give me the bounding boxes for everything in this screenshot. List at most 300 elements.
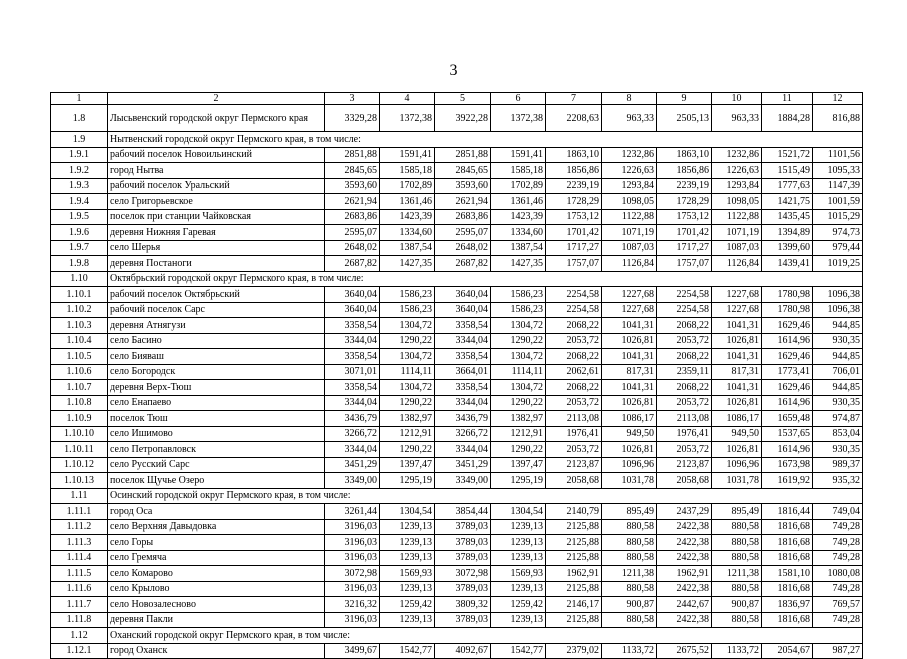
settlement-name: село Ишимово xyxy=(108,426,325,442)
table-cell-value: 1728,29 xyxy=(546,194,602,210)
table-cell-value: 2422,38 xyxy=(657,612,712,628)
settlement-name: село Петропавловск xyxy=(108,442,325,458)
table-cell-value: 1816,68 xyxy=(762,581,813,597)
table-cell-value: 1515,49 xyxy=(762,163,813,179)
table-cell-value: 1101,56 xyxy=(813,147,863,163)
row-number: 1.10.11 xyxy=(51,442,108,458)
table-cell-value: 749,28 xyxy=(813,581,863,597)
table-cell-value: 1673,98 xyxy=(762,457,813,473)
settlement-name: село Новозалесново xyxy=(108,597,325,613)
table-cell-value: 1702,89 xyxy=(491,178,546,194)
table-cell-value: 1295,19 xyxy=(380,473,435,489)
table-cell-value: 895,49 xyxy=(712,504,762,520)
table-cell-value: 935,32 xyxy=(813,473,863,489)
settlement-name: рабочий поселок Октябрьский xyxy=(108,287,325,303)
table-cell-value: 3344,04 xyxy=(435,333,491,349)
table-cell-value: 3789,03 xyxy=(435,550,491,566)
column-header: 3 xyxy=(325,93,380,105)
table-cell-value: 1239,13 xyxy=(380,581,435,597)
table-row xyxy=(51,535,863,551)
table-cell-value: 3854,44 xyxy=(435,504,491,520)
table-cell-value: 3789,03 xyxy=(435,519,491,535)
table-cell-value: 1239,13 xyxy=(491,519,546,535)
table-cell-value: 949,50 xyxy=(602,426,657,442)
table-cell-value: 2648,02 xyxy=(325,240,380,256)
settlement-name: село Гремяча xyxy=(108,550,325,566)
table-cell-value: 706,01 xyxy=(813,364,863,380)
table-cell-value: 3640,04 xyxy=(325,287,380,303)
table-cell-value: 1304,72 xyxy=(380,380,435,396)
table-cell-value: 2254,58 xyxy=(657,287,712,303)
section-title: Оханский городской округ Пермского края, в том числе: xyxy=(108,628,863,644)
column-header: 2 xyxy=(108,93,325,105)
table-cell-value: 1757,07 xyxy=(546,256,602,272)
table-row xyxy=(51,178,863,194)
table-cell-value: 2422,38 xyxy=(657,519,712,535)
row-number: 1.9.1 xyxy=(51,147,108,163)
table-cell-value: 1591,41 xyxy=(491,147,546,163)
row-number: 1.9.3 xyxy=(51,178,108,194)
table-cell-value: 1239,13 xyxy=(491,550,546,566)
table-cell-value: 1372,38 xyxy=(380,105,435,132)
table-cell-value: 2140,79 xyxy=(546,504,602,520)
row-number: 1.11 xyxy=(51,488,108,504)
table-cell-value: 1041,31 xyxy=(712,380,762,396)
table-row xyxy=(51,612,863,628)
table-cell-value: 1095,33 xyxy=(813,163,863,179)
table-row xyxy=(51,225,863,241)
table-cell-value: 1836,97 xyxy=(762,597,813,613)
table-section-row xyxy=(51,132,863,148)
table-cell-value: 1542,77 xyxy=(380,643,435,659)
row-number: 1.9.2 xyxy=(51,163,108,179)
table-cell-value: 1629,46 xyxy=(762,349,813,365)
table-cell-value: 3640,04 xyxy=(325,302,380,318)
table-cell-value: 3593,60 xyxy=(435,178,491,194)
table-cell-value: 3261,44 xyxy=(325,504,380,520)
table-cell-value: 1976,41 xyxy=(657,426,712,442)
table-cell-value: 1114,11 xyxy=(491,364,546,380)
table-cell-value: 2068,22 xyxy=(657,380,712,396)
table-cell-value: 1226,63 xyxy=(602,163,657,179)
table-cell-value: 3358,54 xyxy=(435,380,491,396)
table-cell-value: 2442,67 xyxy=(657,597,712,613)
table-cell-value: 2621,94 xyxy=(325,194,380,210)
table-cell-value: 930,35 xyxy=(813,333,863,349)
table-cell-value: 1226,63 xyxy=(712,163,762,179)
table-cell-value: 3664,01 xyxy=(435,364,491,380)
row-number: 1.9.8 xyxy=(51,256,108,272)
table-cell-value: 1239,13 xyxy=(491,581,546,597)
table-cell-value: 1041,31 xyxy=(602,380,657,396)
table-cell-value: 3196,03 xyxy=(325,550,380,566)
table-cell-value: 2125,88 xyxy=(546,550,602,566)
table-cell-value: 2053,72 xyxy=(546,395,602,411)
table-cell-value: 1001,59 xyxy=(813,194,863,210)
table-cell-value: 3789,03 xyxy=(435,535,491,551)
table-cell-value: 1542,77 xyxy=(491,643,546,659)
table-cell-value: 1701,42 xyxy=(657,225,712,241)
row-number: 1.10.1 xyxy=(51,287,108,303)
row-number: 1.10.4 xyxy=(51,333,108,349)
table-cell-value: 1728,29 xyxy=(657,194,712,210)
table-cell-value: 1399,60 xyxy=(762,240,813,256)
table-row xyxy=(51,426,863,442)
table-cell-value: 1295,19 xyxy=(491,473,546,489)
table-cell-value: 2422,38 xyxy=(657,550,712,566)
table-cell-value: 3344,04 xyxy=(325,333,380,349)
table-row xyxy=(51,457,863,473)
settlement-name: Лысьвенский городской округ Пермского края xyxy=(108,105,325,132)
table-cell-value: 1041,31 xyxy=(712,318,762,334)
table-cell-value: 1591,41 xyxy=(380,147,435,163)
table-cell-value: 1227,68 xyxy=(712,287,762,303)
table-cell-value: 1421,75 xyxy=(762,194,813,210)
table-cell-value: 2058,68 xyxy=(657,473,712,489)
table-cell-value: 1126,84 xyxy=(602,256,657,272)
table-cell-value: 749,28 xyxy=(813,612,863,628)
table-cell-value: 1122,88 xyxy=(602,209,657,225)
table-row xyxy=(51,209,863,225)
table-cell-value: 1753,12 xyxy=(546,209,602,225)
table-cell-value: 749,28 xyxy=(813,519,863,535)
table-cell-value: 944,85 xyxy=(813,318,863,334)
table-cell-value: 1586,23 xyxy=(380,287,435,303)
table-row xyxy=(51,318,863,334)
table-cell-value: 2595,07 xyxy=(435,225,491,241)
table-cell-value: 3344,04 xyxy=(325,395,380,411)
tariff-table xyxy=(50,92,863,659)
table-cell-value: 1293,84 xyxy=(602,178,657,194)
table-cell-value: 2053,72 xyxy=(657,442,712,458)
table-cell-value: 1863,10 xyxy=(657,147,712,163)
settlement-name: село Шерья xyxy=(108,240,325,256)
table-cell-value: 1427,35 xyxy=(380,256,435,272)
table-cell-value: 1041,31 xyxy=(712,349,762,365)
table-cell-value: 2068,22 xyxy=(546,318,602,334)
table-cell-value: 3196,03 xyxy=(325,612,380,628)
table-cell-value: 1259,42 xyxy=(380,597,435,613)
table-row xyxy=(51,194,863,210)
table-cell-value: 1031,78 xyxy=(602,473,657,489)
table-cell-value: 1614,96 xyxy=(762,442,813,458)
table-cell-value: 3266,72 xyxy=(325,426,380,442)
table-cell-value: 1232,86 xyxy=(712,147,762,163)
table-cell-value: 880,58 xyxy=(712,581,762,597)
row-number: 1.11.3 xyxy=(51,535,108,551)
row-number: 1.10 xyxy=(51,271,108,287)
table-cell-value: 1773,41 xyxy=(762,364,813,380)
settlement-name: деревня Нижняя Гаревая xyxy=(108,225,325,241)
table-cell-value: 2683,86 xyxy=(325,209,380,225)
table-cell-value: 1290,22 xyxy=(380,442,435,458)
table-row xyxy=(51,240,863,256)
page-number: 3 xyxy=(449,62,458,79)
table-cell-value: 3451,29 xyxy=(435,457,491,473)
table-cell-value: 2125,88 xyxy=(546,612,602,628)
table-cell-value: 1439,41 xyxy=(762,256,813,272)
table-row xyxy=(51,302,863,318)
table-cell-value: 1026,81 xyxy=(602,333,657,349)
row-number: 1.11.6 xyxy=(51,581,108,597)
table-cell-value: 2379,02 xyxy=(546,643,602,659)
table-cell-value: 1780,98 xyxy=(762,302,813,318)
table-section-row xyxy=(51,628,863,644)
table-cell-value: 2123,87 xyxy=(546,457,602,473)
settlement-name: деревня Атнягузи xyxy=(108,318,325,334)
table-cell-value: 2113,08 xyxy=(657,411,712,427)
table-cell-value: 3358,54 xyxy=(325,349,380,365)
column-header: 5 xyxy=(435,93,491,105)
table-cell-value: 1232,86 xyxy=(602,147,657,163)
table-cell-value: 1019,25 xyxy=(813,256,863,272)
table-cell-value: 1087,03 xyxy=(712,240,762,256)
table-cell-value: 853,04 xyxy=(813,426,863,442)
table-cell-value: 2146,17 xyxy=(546,597,602,613)
table-cell-value: 987,27 xyxy=(813,643,863,659)
table-row xyxy=(51,163,863,179)
table-cell-value: 1717,27 xyxy=(657,240,712,256)
table-cell-value: 2595,07 xyxy=(325,225,380,241)
table-cell-value: 3216,32 xyxy=(325,597,380,613)
table-cell-value: 749,28 xyxy=(813,535,863,551)
table-cell-value: 3266,72 xyxy=(435,426,491,442)
table-cell-value: 1569,93 xyxy=(380,566,435,582)
row-number: 1.10.5 xyxy=(51,349,108,365)
table-row xyxy=(51,519,863,535)
table-cell-value: 900,87 xyxy=(712,597,762,613)
table-cell-value: 2053,72 xyxy=(657,333,712,349)
table-cell-value: 1026,81 xyxy=(602,395,657,411)
table-row xyxy=(51,349,863,365)
table-row xyxy=(51,380,863,396)
row-number: 1.11.2 xyxy=(51,519,108,535)
table-cell-value: 1780,98 xyxy=(762,287,813,303)
table-cell-value: 1096,96 xyxy=(602,457,657,473)
table-cell-value: 3593,60 xyxy=(325,178,380,194)
table-cell-value: 2254,58 xyxy=(546,302,602,318)
table-cell-value: 1702,89 xyxy=(380,178,435,194)
row-number: 1.10.13 xyxy=(51,473,108,489)
table-cell-value: 1394,89 xyxy=(762,225,813,241)
table-row xyxy=(51,566,863,582)
row-number: 1.8 xyxy=(51,105,108,132)
table-cell-value: 1757,07 xyxy=(657,256,712,272)
section-title: Нытвенский городской округ Пермского края, в том числе: xyxy=(108,132,863,148)
table-cell-value: 2208,63 xyxy=(546,105,602,132)
row-number: 1.9.4 xyxy=(51,194,108,210)
table-cell-value: 1071,19 xyxy=(602,225,657,241)
table-cell-value: 1614,96 xyxy=(762,333,813,349)
table-cell-value: 1717,27 xyxy=(546,240,602,256)
table-row xyxy=(51,147,863,163)
table-cell-value: 1304,72 xyxy=(491,380,546,396)
table-cell-value: 2125,88 xyxy=(546,581,602,597)
table-cell-value: 880,58 xyxy=(712,612,762,628)
table-row xyxy=(51,411,863,427)
column-header: 10 xyxy=(712,93,762,105)
table-cell-value: 1239,13 xyxy=(380,612,435,628)
table-cell-value: 3344,04 xyxy=(435,442,491,458)
table-cell-value: 1133,72 xyxy=(712,643,762,659)
settlement-name: город Нытва xyxy=(108,163,325,179)
table-cell-value: 2437,29 xyxy=(657,504,712,520)
table-cell-value: 1304,72 xyxy=(380,349,435,365)
table-cell-value: 930,35 xyxy=(813,442,863,458)
table-cell-value: 2687,82 xyxy=(435,256,491,272)
table-cell-value: 3072,98 xyxy=(435,566,491,582)
table-body xyxy=(51,93,863,659)
row-number: 1.11.1 xyxy=(51,504,108,520)
table-cell-value: 3071,01 xyxy=(325,364,380,380)
table-row xyxy=(51,550,863,566)
settlement-name: село Бияваш xyxy=(108,349,325,365)
settlement-name: поселок при станции Чайковская xyxy=(108,209,325,225)
table-cell-value: 1239,13 xyxy=(380,519,435,535)
table-cell-value: 1569,93 xyxy=(491,566,546,582)
table-cell-value: 1227,68 xyxy=(602,302,657,318)
settlement-name: деревня Верх-Тюш xyxy=(108,380,325,396)
table-cell-value: 3358,54 xyxy=(325,318,380,334)
table-cell-value: 1098,05 xyxy=(602,194,657,210)
table-cell-value: 2058,68 xyxy=(546,473,602,489)
table-cell-value: 3499,67 xyxy=(325,643,380,659)
table-cell-value: 2648,02 xyxy=(435,240,491,256)
row-number: 1.9.7 xyxy=(51,240,108,256)
table-cell-value: 3451,29 xyxy=(325,457,380,473)
table-cell-value: 1290,22 xyxy=(491,333,546,349)
table-cell-value: 1585,18 xyxy=(380,163,435,179)
settlement-name: село Русский Сарс xyxy=(108,457,325,473)
table-row xyxy=(51,395,863,411)
table-cell-value: 1387,54 xyxy=(491,240,546,256)
settlement-name: село Енапаево xyxy=(108,395,325,411)
settlement-name: рабочий поселок Новоильинский xyxy=(108,147,325,163)
settlement-name: поселок Тюш xyxy=(108,411,325,427)
settlement-name: село Крылово xyxy=(108,581,325,597)
settlement-name: деревня Пакли xyxy=(108,612,325,628)
table-cell-value: 1126,84 xyxy=(712,256,762,272)
table-cell-value: 2621,94 xyxy=(435,194,491,210)
table-cell-value: 1026,81 xyxy=(602,442,657,458)
table-cell-value: 749,04 xyxy=(813,504,863,520)
table-cell-value: 1586,23 xyxy=(491,302,546,318)
table-cell-value: 1086,17 xyxy=(712,411,762,427)
table-row xyxy=(51,333,863,349)
row-number: 1.10.10 xyxy=(51,426,108,442)
table-cell-value: 1962,91 xyxy=(546,566,602,582)
table-cell-value: 1212,91 xyxy=(491,426,546,442)
table-cell-value: 880,58 xyxy=(712,550,762,566)
table-cell-value: 1397,47 xyxy=(380,457,435,473)
column-header: 6 xyxy=(491,93,546,105)
table-cell-value: 944,85 xyxy=(813,380,863,396)
table-row xyxy=(51,364,863,380)
row-number: 1.10.9 xyxy=(51,411,108,427)
table-cell-value: 2845,65 xyxy=(325,163,380,179)
row-number: 1.9.5 xyxy=(51,209,108,225)
table-cell-value: 2254,58 xyxy=(546,287,602,303)
table-cell-value: 1239,13 xyxy=(491,612,546,628)
settlement-name: село Басино xyxy=(108,333,325,349)
table-cell-value: 1816,68 xyxy=(762,519,813,535)
table-cell-value: 1026,81 xyxy=(712,395,762,411)
table-cell-value: 3809,32 xyxy=(435,597,491,613)
table-cell-value: 3789,03 xyxy=(435,581,491,597)
table-cell-value: 3196,03 xyxy=(325,519,380,535)
table-row xyxy=(51,442,863,458)
row-number: 1.9.6 xyxy=(51,225,108,241)
table-header-row xyxy=(51,93,863,105)
table-section-row xyxy=(51,488,863,504)
table-cell-value: 817,31 xyxy=(602,364,657,380)
table-cell-value: 1423,39 xyxy=(380,209,435,225)
table-cell-value: 1387,54 xyxy=(380,240,435,256)
table-row xyxy=(51,105,863,132)
section-title: Октябрьский городской округ Пермского края, в том числе: xyxy=(108,271,863,287)
table-cell-value: 2845,65 xyxy=(435,163,491,179)
table-row xyxy=(51,643,863,659)
table-section-row xyxy=(51,271,863,287)
table-cell-value: 1227,68 xyxy=(602,287,657,303)
table-cell-value: 3344,04 xyxy=(435,395,491,411)
table-cell-value: 1423,39 xyxy=(491,209,546,225)
table-cell-value: 1096,38 xyxy=(813,302,863,318)
table-cell-value: 2675,52 xyxy=(657,643,712,659)
row-number: 1.10.6 xyxy=(51,364,108,380)
table-cell-value: 1239,13 xyxy=(491,535,546,551)
row-number: 1.10.3 xyxy=(51,318,108,334)
table-cell-value: 900,87 xyxy=(602,597,657,613)
table-cell-value: 1026,81 xyxy=(712,333,762,349)
row-number: 1.11.4 xyxy=(51,550,108,566)
table-cell-value: 1884,28 xyxy=(762,105,813,132)
table-cell-value: 1227,68 xyxy=(712,302,762,318)
table-cell-value: 1334,60 xyxy=(380,225,435,241)
table-cell-value: 963,33 xyxy=(602,105,657,132)
table-cell-value: 880,58 xyxy=(602,612,657,628)
table-cell-value: 3358,54 xyxy=(435,349,491,365)
table-cell-value: 4092,67 xyxy=(435,643,491,659)
table-cell-value: 2053,72 xyxy=(657,395,712,411)
table-cell-value: 3922,28 xyxy=(435,105,491,132)
section-title: Осинский городской округ Пермского края, в том числе: xyxy=(108,488,863,504)
table-row xyxy=(51,504,863,520)
table-cell-value: 1096,38 xyxy=(813,287,863,303)
table-cell-value: 3349,00 xyxy=(325,473,380,489)
table-cell-value: 1290,22 xyxy=(380,333,435,349)
table-cell-value: 880,58 xyxy=(602,581,657,597)
table-cell-value: 1290,22 xyxy=(491,395,546,411)
table-cell-value: 2125,88 xyxy=(546,535,602,551)
table-cell-value: 880,58 xyxy=(602,535,657,551)
table-cell-value: 1239,13 xyxy=(380,550,435,566)
table-cell-value: 2053,72 xyxy=(546,442,602,458)
table-cell-value: 979,44 xyxy=(813,240,863,256)
table-cell-value: 3349,00 xyxy=(435,473,491,489)
table-cell-value: 963,33 xyxy=(712,105,762,132)
table-cell-value: 1211,38 xyxy=(712,566,762,582)
table-cell-value: 1659,48 xyxy=(762,411,813,427)
table-cell-value: 1304,54 xyxy=(380,504,435,520)
table-cell-value: 2422,38 xyxy=(657,535,712,551)
table-cell-value: 2054,67 xyxy=(762,643,813,659)
table-cell-value: 3329,28 xyxy=(325,105,380,132)
table-cell-value: 3436,79 xyxy=(325,411,380,427)
table-cell-value: 3640,04 xyxy=(435,287,491,303)
table-cell-value: 944,85 xyxy=(813,349,863,365)
table-cell-value: 1382,97 xyxy=(380,411,435,427)
